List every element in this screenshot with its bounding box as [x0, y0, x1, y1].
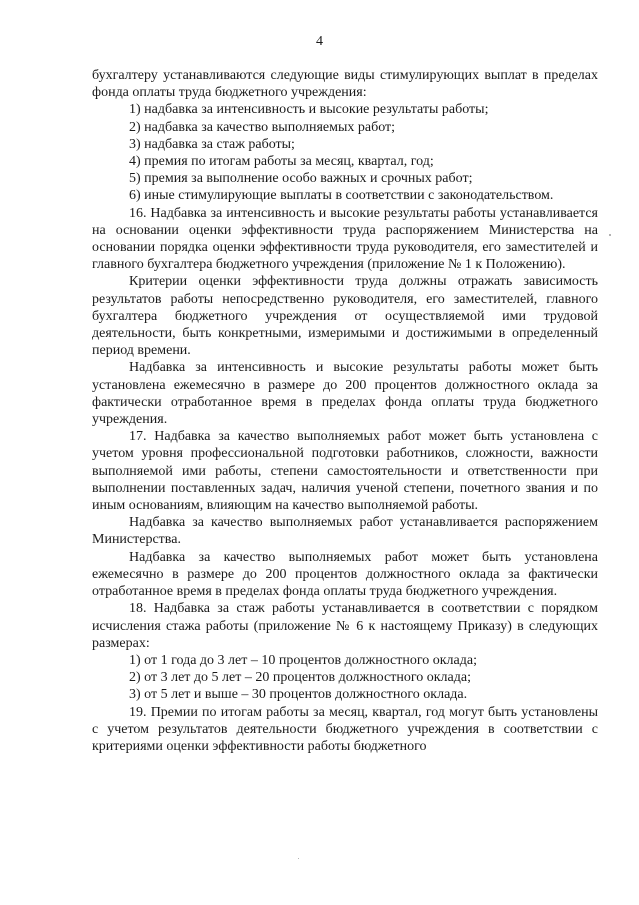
list-item: 2) от 3 лет до 5 лет – 20 процентов должностного оклада; [129, 670, 471, 686]
paragraph-quality-amount: Надбавка за качество выполняемых работ может быть установлена ежемесячно в размере до 200 процентов должностного оклада за фактически отработанное время в пределах фонда оплаты труда бюджетного учреждения. [92, 549, 598, 600]
paragraph-intensity-amount: Надбавка за интенсивность и высокие результаты работы может быть установлена ежемесячно в размере до 200 процентов должностного оклада за фактически отработанное время в пределах фонда оплаты труда бюджетного учреждения. [92, 360, 598, 428]
paragraph-criteria: Критерии оценки эффективности труда должны отражать зависимость результатов работы непосредственно руководителя, его заместителей, главного бухгалтера бюджетного учреждения от осуществляемой ими трудовой деятельности, быть конкретными, измеримыми и достижимыми в определенный период времени. [92, 274, 598, 359]
scan-speck [298, 858, 299, 859]
paragraph-18: 18. Надбавка за стаж работы устанавливается в соответствии с порядком исчисления стажа работы (приложение № 6 к настоящему Приказу) в следующих размерах: [92, 601, 598, 651]
list-item: 1) надбавка за интенсивность и высокие результаты работы; [129, 102, 489, 118]
list-item: 4) премия по итогам работы за месяц, квартал, год; [129, 154, 434, 170]
list-item: 3) надбавка за стаж работы; [129, 136, 295, 152]
paragraph-19: 19. Премии по итогам работы за месяц, квартал, год могут быть установлены с учетом результатов деятельности бюджетного учреждения в соответствии с критериями оценки эффективности работы бюджетного [92, 704, 598, 754]
paragraph-17: 17. Надбавка за качество выполняемых работ может быть установлена с учетом уровня профессиональной подготовки работников, сложности, важности выполняемой ими работы, степени самостоятельности и ответственности при выполнении поставленных задач, наличия ученой степени, почетного звания и по иным основаниям, влияющим на качество выполняемой работы. [92, 429, 598, 514]
list-item: 2) надбавка за качество выполняемых работ; [129, 119, 396, 135]
scan-speck [609, 234, 611, 236]
list-item: 1) от 1 года до 3 лет – 10 процентов должностного оклада; [129, 652, 477, 668]
document-body [92, 67, 598, 755]
paragraph-quality-order: Надбавка за качество выполняемых работ устанавливается распоряжением Министерства. [92, 515, 598, 548]
payment-types-list [92, 101, 598, 204]
intro-paragraph: бухгалтеру устанавливаются следующие виды стимулирующих выплат в пределах фонда оплаты труда бюджетного учреждения: [92, 68, 598, 101]
list-item: 6) иные стимулирующие выплаты в соответствии с законодательством. [129, 188, 554, 204]
seniority-list [92, 652, 598, 704]
page-number: 4 [316, 34, 323, 49]
list-item: 3) от 5 лет и выше – 30 процентов должностного оклада. [129, 687, 468, 703]
list-item: 5) премия за выполнение особо важных и срочных работ; [129, 171, 473, 187]
paragraph-16: 16. Надбавка за интенсивность и высокие результаты работы устанавливается на основании оценки эффективности труда распоряжением Министерства на основании порядка оценки эффективности труда руководителя, его заместителей и главного бухгалтера бюджетного учреждения (приложение № 1 к Положению). [92, 205, 598, 273]
